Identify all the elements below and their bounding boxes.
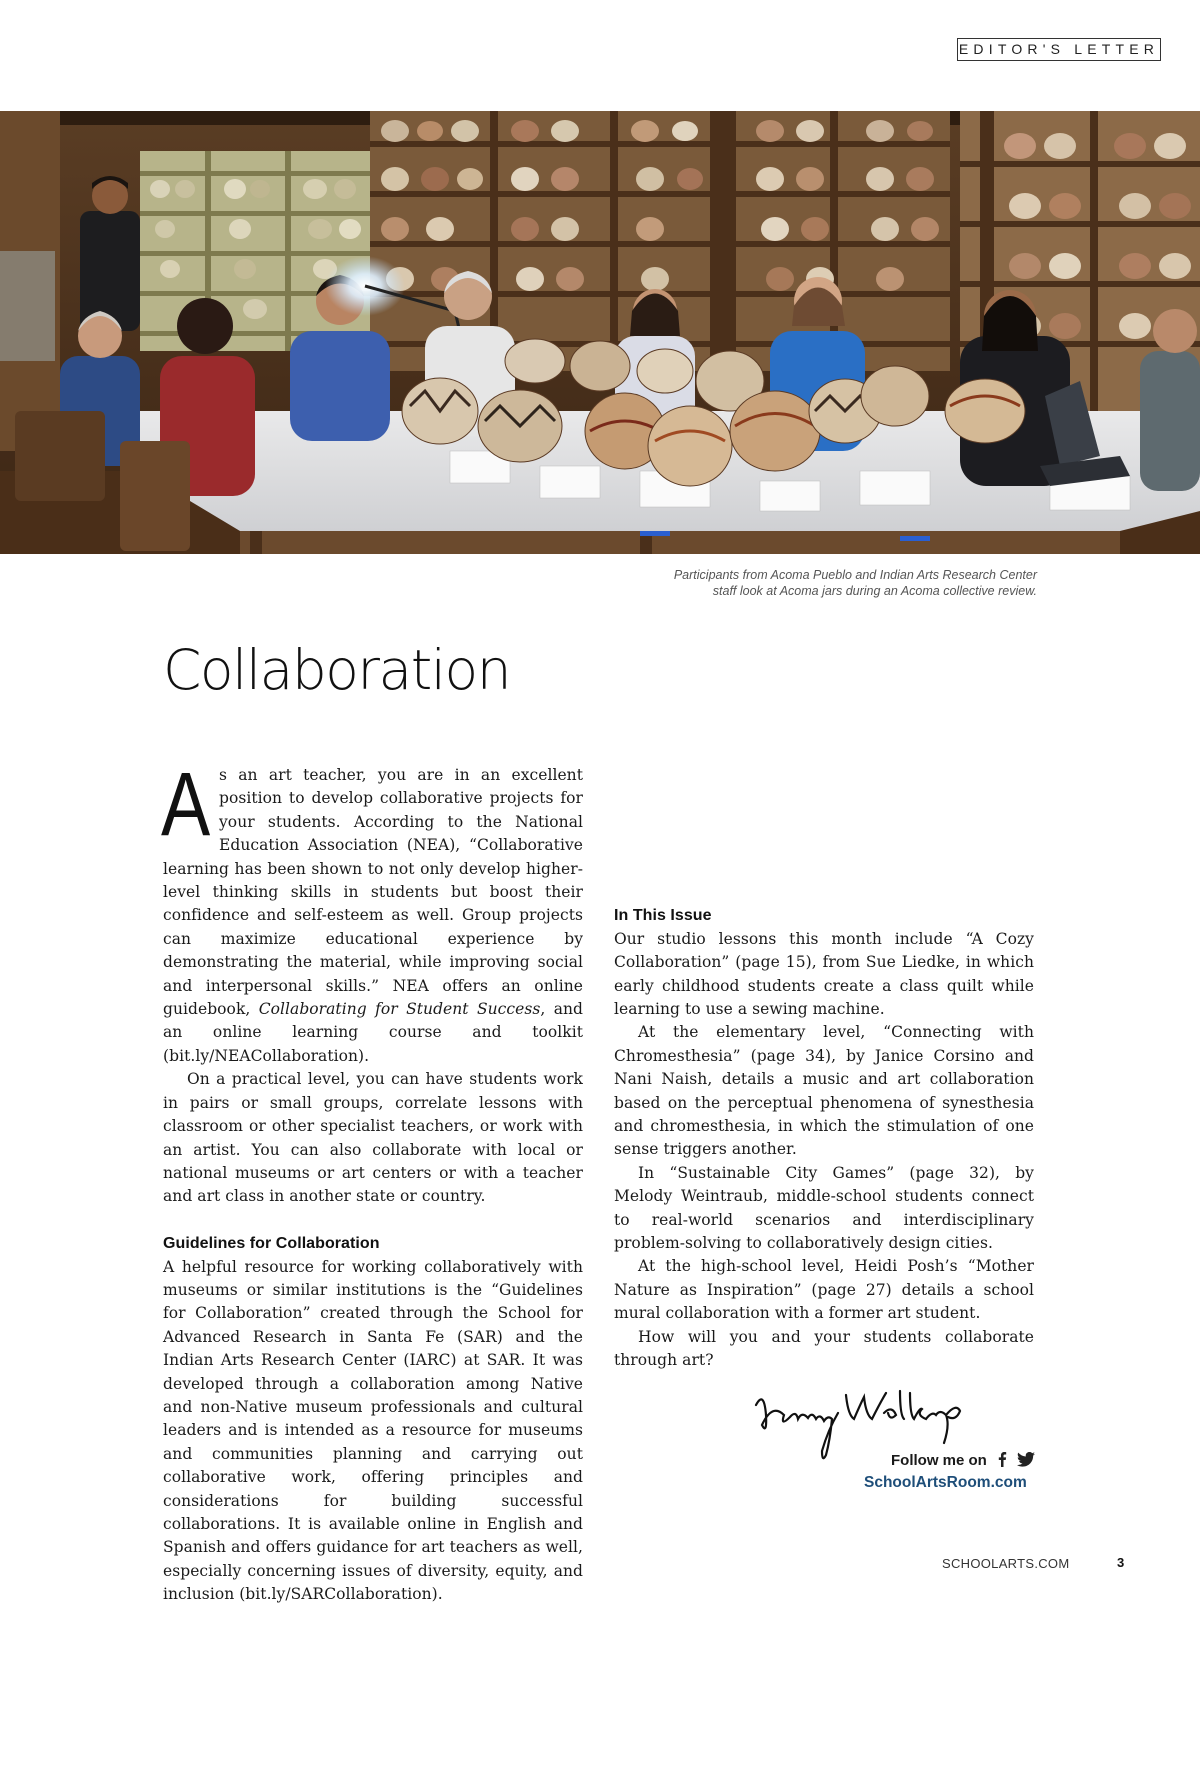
follow-me xyxy=(891,1451,1035,1471)
intro-paragraph xyxy=(161,755,584,1068)
subheading-guidelines: Guidelines for Collaboration xyxy=(163,1235,380,1253)
body-paragraph-guidelines: A helpful resource for working collaboratively with museums or similar institutions is the “Guidelines for Collaboration” created through the School for Advanced Research in Santa Fe (SAR) and the Indian Arts Research Center (IARC) at SAR. It was developed through a collaboration among Native and non-Native museum professionals and cultural leaders and is intended as a resource for museums and communities planning and carrying out collaborative work, offering principles and considerations for building successful collaborations. It is available online in English and Spanish and offers guidance for art teachers as well, especially concerning issues of diversity, equity, and inclusion (bit.ly/SARCollaboration). xyxy=(163,1257,583,1604)
facebook-icon[interactable] xyxy=(997,1451,1007,1471)
caption-line: Participants from Acoma Pueblo and Indian Arts Research Center xyxy=(673,568,1037,582)
drop-cap: A xyxy=(161,755,211,855)
closing-paragraph: How will you and your students collaborate through art? xyxy=(614,1327,1034,1370)
book-title: Collaborating for Student Success xyxy=(258,1000,541,1019)
body-paragraph: In “Sustainable City Games” (page 32), by Melody Weintraub, middle-school students connect to real-world scenarios and interdisciplinary problem-solving to collaboratively design cities. xyxy=(614,1163,1034,1253)
twitter-icon[interactable] xyxy=(1017,1452,1035,1471)
photo-caption xyxy=(607,567,1037,599)
paragraph-text: s an art teacher, you are in an excellent position to develop collaborative projects for your students. According to the National Education Association (NEA), “Collaborative learning has been shown to not only develop higher-level thinking skills in students but boost their confidence and self-esteem as well. Group projects can maximize educational experience by demonstrating the material, while improving social and interpersonal skills.” NEA offers an online guidebook, xyxy=(163,766,583,1019)
footer-website: SCHOOLARTS.COM xyxy=(942,1556,1070,1571)
body-paragraph: At the elementary level, “Connecting with Chromesthesia” (page 34), by Janice Corsino and Nani Naish, details a music and art collaboration based on the perceptual phenomena of synesthesia and chromesthesia, in which the stimulation of one sense triggers another. xyxy=(614,1023,1034,1159)
body-paragraph: At the high-school level, Heidi Posh’s “Mother Nature as Inspiration” (page 27) details a school mural collaboration with a former art student. xyxy=(614,1257,1034,1323)
article-title: Collaboration xyxy=(163,638,511,702)
article-column-right xyxy=(614,764,1034,1373)
follow-label: Follow me on xyxy=(891,1452,987,1469)
body-paragraph: Our studio lessons this month include “A Cozy Collaboration” (page 15), from Sue Liedke, in which early childhood students create a class quilt while learning to use a sewing machine. xyxy=(614,929,1034,1019)
hero-photo xyxy=(0,111,1200,554)
body-paragraph: On a practical level, you can have students work in pairs or small groups, correlate lessons with classroom or other specialist teachers, or work with an artist. You can also collaborate with local or national museums or art centers or with a teacher and art class in another state or country. xyxy=(163,1070,583,1206)
subheading-in-this-issue: In This Issue xyxy=(614,907,712,925)
page-number: 3 xyxy=(1117,1555,1125,1570)
paragraph-text: , and an online learning course and toolkit (bit.ly/NEACollaboration). xyxy=(163,1000,584,1065)
section-label: EDITOR'S LETTER xyxy=(957,38,1161,61)
article-column-left xyxy=(161,755,584,1772)
schoolartsroom-link[interactable]: SchoolArtsRoom.com xyxy=(864,1474,1027,1491)
caption-line: staff look at Acoma jars during an Acoma collective review. xyxy=(712,584,1037,598)
